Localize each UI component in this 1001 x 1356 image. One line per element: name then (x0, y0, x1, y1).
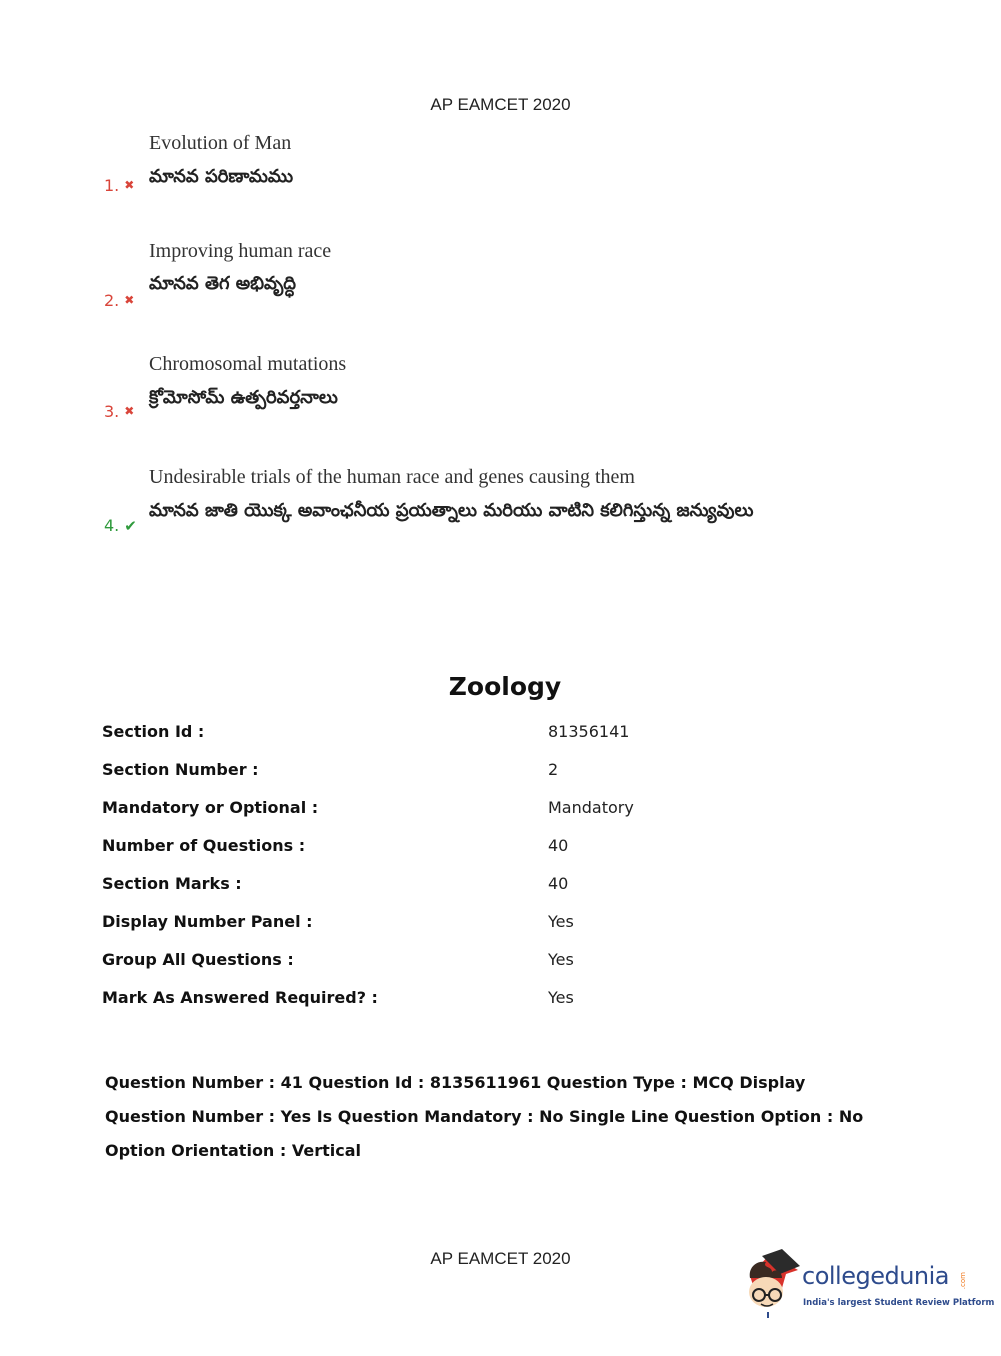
info-value: Yes (548, 950, 574, 969)
option-2-telugu: మానవ తెగ అభివృద్ధి (149, 273, 296, 294)
info-value: 40 (548, 836, 569, 855)
option-1-telugu: మానవ పరిణామము (149, 166, 294, 187)
option-4-telugu: మానవ జాతి యొక్క అవాంఛనీయ ప్రయత్నాలు మరియు వాటిని కలిగిస్తున్న జన్యువులు (149, 500, 754, 521)
section-heading: Zoology (448, 672, 562, 701)
option-3-number: 3. (104, 402, 120, 421)
info-row-group-questions (0, 950, 1001, 974)
info-row-section-number (0, 760, 1001, 784)
info-label: Number of Questions : (102, 836, 306, 855)
info-label: Mandatory or Optional : (102, 798, 319, 817)
info-row-display-panel (0, 912, 1001, 936)
cross-icon: ✖ (124, 293, 135, 307)
info-row-mark-answered (0, 988, 1001, 1012)
logo-dotcom: .com (959, 1272, 967, 1290)
page-header-title: AP EAMCET 2020 (430, 95, 571, 114)
option-3-english: Chromosomal mutations (149, 353, 347, 375)
option-3-marker (104, 402, 134, 421)
option-2-number: 2. (104, 291, 120, 310)
info-value: Yes (548, 912, 574, 931)
collegedunia-logo (742, 1248, 995, 1318)
info-label: Section Number : (102, 760, 259, 779)
check-icon: ✔ (124, 517, 137, 535)
info-label: Section Marks : (102, 874, 242, 893)
info-row-section-id (0, 722, 1001, 746)
option-4-marker (104, 516, 137, 535)
option-2-english: Improving human race (149, 240, 332, 262)
info-label: Mark As Answered Required? : (102, 988, 378, 1007)
option-3-telugu: క్రోమోసోమ్ ఉత్పరివర్తనాలు (149, 387, 338, 408)
info-label: Group All Questions : (102, 950, 294, 969)
option-4-number: 4. (104, 516, 120, 535)
option-1-number: 1. (104, 176, 120, 195)
option-1-english: Evolution of Man (149, 132, 292, 154)
info-value: Yes (548, 988, 574, 1007)
info-value: 81356141 (548, 722, 630, 741)
cross-icon: ✖ (124, 404, 135, 418)
cross-icon: ✖ (124, 178, 135, 192)
question-metadata: Question Number : 41 Question Id : 8135611961 Question Type : MCQ Display Question Number : Yes Is Question Mandatory : No Single Line Question Option : No Option Orientation : Vertical (105, 1073, 864, 1160)
mascot-icon (742, 1248, 804, 1318)
logo-wordmark: collegedunia (802, 1262, 950, 1290)
info-row-section-marks (0, 874, 1001, 898)
option-4-english: Undesirable trials of the human race and genes causing them (149, 466, 635, 488)
logo-tagline: India's largest Student Review Platform (803, 1298, 995, 1308)
info-row-mandatory (0, 798, 1001, 822)
page-footer-title: AP EAMCET 2020 (430, 1249, 571, 1268)
info-value: 40 (548, 874, 569, 893)
info-label: Display Number Panel : (102, 912, 313, 931)
info-row-num-questions (0, 836, 1001, 860)
info-value: Mandatory (548, 798, 634, 817)
option-1-marker (104, 176, 134, 195)
info-label: Section Id : (102, 722, 205, 741)
option-2-marker (104, 291, 134, 310)
info-value: 2 (548, 760, 559, 779)
